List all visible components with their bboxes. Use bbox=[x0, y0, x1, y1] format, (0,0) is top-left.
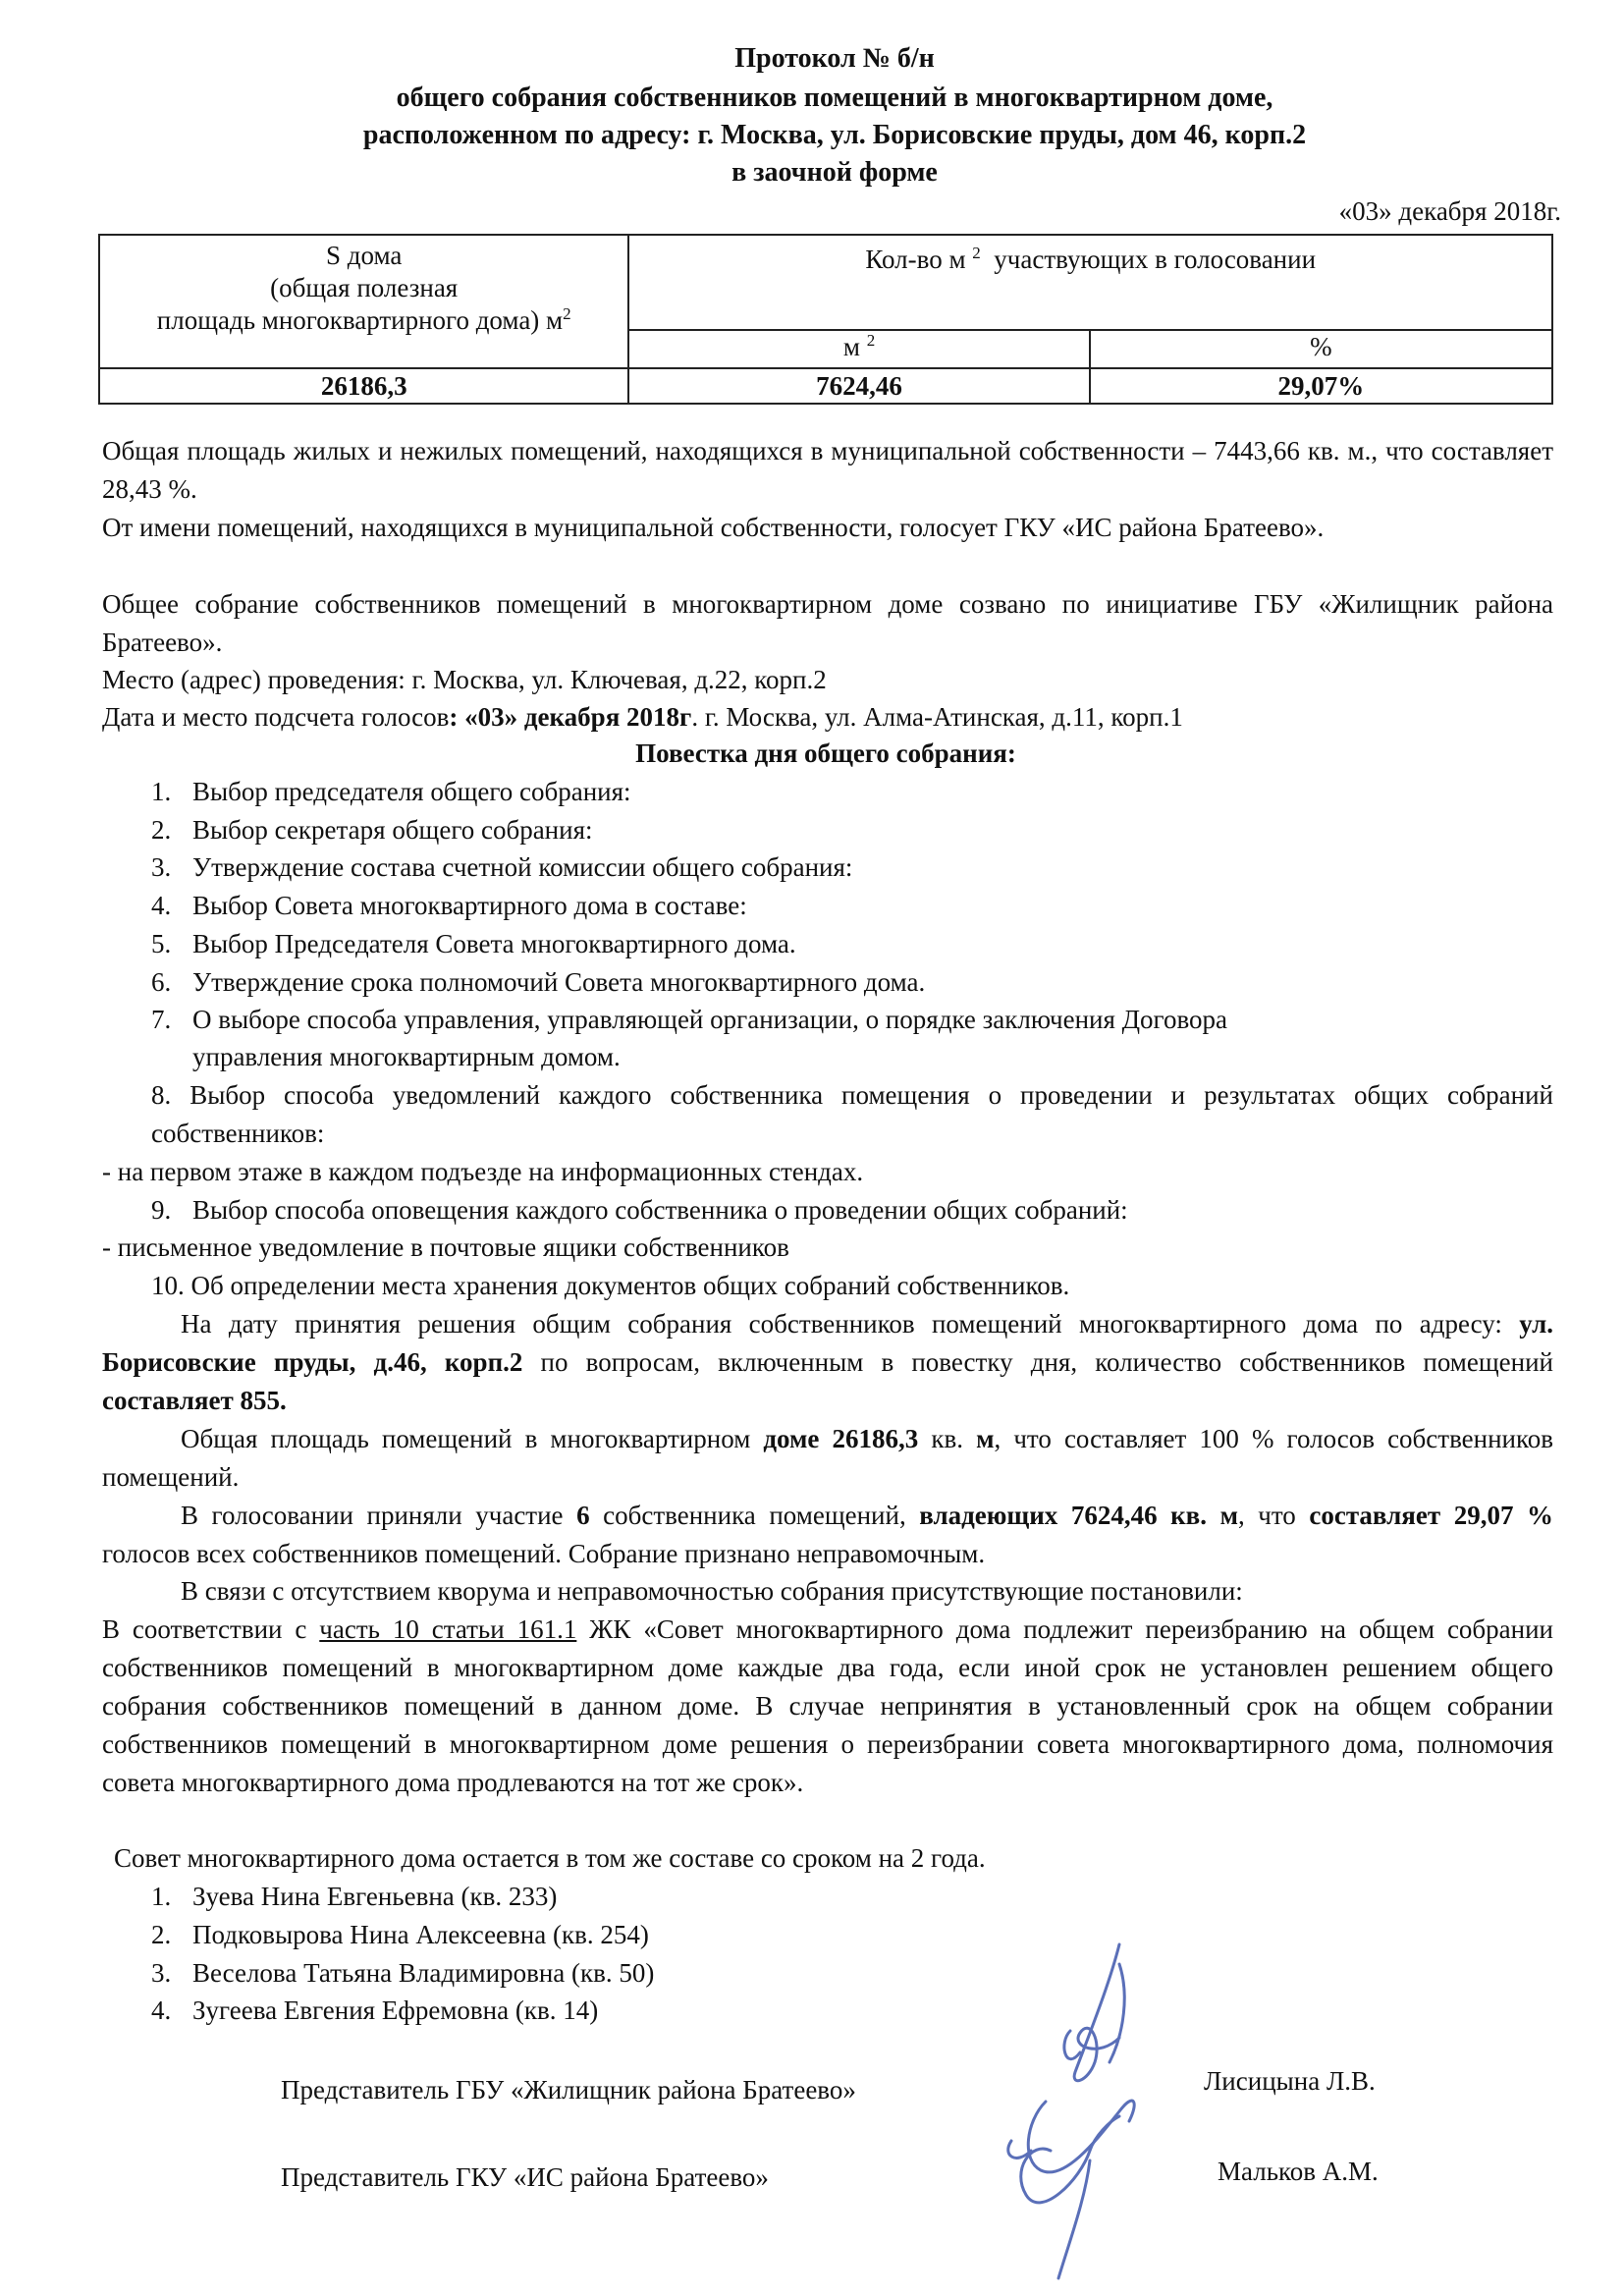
agenda-heading: Повестка дня общего собрания: bbox=[635, 738, 1016, 768]
housing-code-reference: часть 10 статьи 161.1 bbox=[319, 1614, 577, 1644]
paragraph-municipal-voter: От имени помещений, находящихся в муниципальной собственности, голосует ГКУ «ИС района Братеево». bbox=[102, 513, 1325, 542]
header-total-area-line1: S дома bbox=[326, 241, 403, 270]
area-summary-table bbox=[98, 234, 1553, 405]
agenda-item: 7. О выборе способа управления, управляющей организации, о порядке заключения Договора bbox=[151, 1005, 1228, 1034]
agenda-item: 6. Утверждение срока полномочий Совета многоквартирного дома. bbox=[151, 967, 926, 997]
handwritten-signature-icon bbox=[972, 1925, 1168, 2288]
agenda-item: 1. Выбор председателя общего собрания: bbox=[151, 777, 631, 806]
paragraph-participation: В голосовании приняли участие 6 собственника помещений, владеющих 7624,46 кв. м, что составляет 29,07 % голосов всех собственников помещений. Собрание признано неправомочным. bbox=[102, 1501, 1554, 1568]
header-total-area-line3: площадь многоквартирного дома) $м^2$ bbox=[156, 304, 571, 335]
title-line-1: Протокол № б/н bbox=[734, 43, 935, 74]
council-member: 1. Зуева Нина Евгеньевна (кв. 233) bbox=[151, 1882, 558, 1911]
header-total-area-line2: (общая полезная bbox=[270, 273, 459, 302]
agenda-item-8-option: - на первом этаже в каждом подъезде на информационных стендах. bbox=[102, 1157, 864, 1186]
agenda-item-10: 10. Об определении места хранения документов общих собраний собственников. bbox=[151, 1271, 1070, 1300]
signatory-role-gku: Представитель ГКУ «ИС района Братеево» bbox=[281, 2162, 769, 2192]
agenda-item-9-option: - письменное уведомление в почтовые ящики собственников bbox=[102, 1232, 789, 1262]
subheader-percent: % bbox=[1090, 330, 1552, 368]
paragraph-meeting-place: Место (адрес) проведения: г. Москва, ул. Ключевая, д.22, корп.2 bbox=[102, 665, 827, 694]
paragraph-municipal-area: Общая площадь жилых и нежилых помещений, находящихся в муниципальной собственности – 7443,66 кв. м., что составляет 28,43 %. bbox=[102, 436, 1553, 504]
value-participating-percent: 29,07% bbox=[1090, 368, 1552, 404]
council-member: 3. Веселова Татьяна Владимировна (кв. 50) bbox=[151, 1958, 655, 1988]
paragraph-decision-intro: В связи с отсутствием кворума и неправомочностью собрания присутствующие постановили: bbox=[181, 1576, 1243, 1606]
value-participating-m2: 7624,46 bbox=[628, 368, 1089, 404]
value-total-area: 26186,3 bbox=[99, 368, 628, 404]
paragraph-initiator: Общее собрание собственников помещений в многоквартирном доме созвано по инициативе ГБУ «Жилищник района Братеево». bbox=[102, 589, 1553, 657]
agenda-item: 5. Выбор Председателя Совета многоквартирного дома. bbox=[151, 929, 796, 958]
agenda-item-7-continuation: управления многоквартирным домом. bbox=[192, 1042, 621, 1071]
agenda-item: 4. Выбор Совета многоквартирного дома в составе: bbox=[151, 891, 747, 920]
signatory-name-gbu: Лисицына Л.В. bbox=[1204, 2066, 1376, 2096]
paragraph-owners-count: На дату принятия решения общим собрания собственников помещений многоквартирного дома по адресу: ул. Борисовские пруды, д.46, корп.2 по вопросам, включенным в повестку дня, количество собственников помещений составляет 855. bbox=[102, 1309, 1553, 1415]
agenda-item: 3. Утверждение состава счетной комиссии общего собрания: bbox=[151, 852, 853, 882]
agenda-item-8: 8. Выбор способа уведомлений каждого собственника помещения о проведении и результатах общих собраний собственников: bbox=[151, 1080, 1553, 1148]
title-line-3: расположенном по адресу: г. Москва, ул. Борисовские пруды, дом 46, корп.2 bbox=[362, 120, 1307, 150]
title-line-4: в заочной форме bbox=[731, 157, 938, 188]
subheader-m2: м $^2$ bbox=[628, 330, 1089, 368]
paragraph-total-area: Общая площадь помещений в многоквартирном доме 26186,3 кв. м, что составляет 100 % голосов собственников помещений. bbox=[102, 1424, 1553, 1492]
agenda-item-9: 9. Выбор способа оповещения каждого собственника о проведении общих собраний: bbox=[151, 1195, 1128, 1225]
document-date: «03» декабря 2018г. bbox=[1338, 196, 1561, 226]
council-member: 2. Подковырова Нина Алексеевна (кв. 254) bbox=[151, 1920, 649, 1949]
signatory-name-gku: Мальков А.М. bbox=[1218, 2157, 1379, 2186]
title-line-2: общего собрания собственников помещений в многоквартирном доме, bbox=[396, 82, 1273, 113]
paragraph-council-term: Совет многоквартирного дома остается в том же составе со сроком на 2 года. bbox=[114, 1843, 986, 1873]
header-total-area bbox=[99, 235, 628, 368]
council-member: 4. Зугеева Евгения Ефремовна (кв. 14) bbox=[151, 1995, 599, 2025]
header-participating-area: Кол-во м $^2$ участвующих в голосовании bbox=[628, 235, 1552, 330]
signatory-role-gbu: Представитель ГБУ «Жилищник района Братеево» bbox=[281, 2075, 856, 2105]
paragraph-count-date-place: Дата и место подсчета голосов: «03» декабря 2018г. г. Москва, ул. Алма-Атинская, д.11, корп.1 bbox=[102, 702, 1183, 732]
agenda-item: 2. Выбор секретаря общего собрания: bbox=[151, 815, 593, 845]
paragraph-housing-code: В соответствии с часть 10 статьи 161.1 ЖК «Совет многоквартирного дома подлежит переизбранию на общем собрании собственников помещений в многоквартирном доме каждые два года, если иной срок не установлен решением общего собрания собственников помещений в данном доме. В случае непринятия в установленный срок на общем собрании собственников помещений в многоквартирном доме решения о переизбрании совета многоквартирного дома, полномочия совета многоквартирного дома продлеваются на тот же срок». bbox=[102, 1614, 1553, 1797]
